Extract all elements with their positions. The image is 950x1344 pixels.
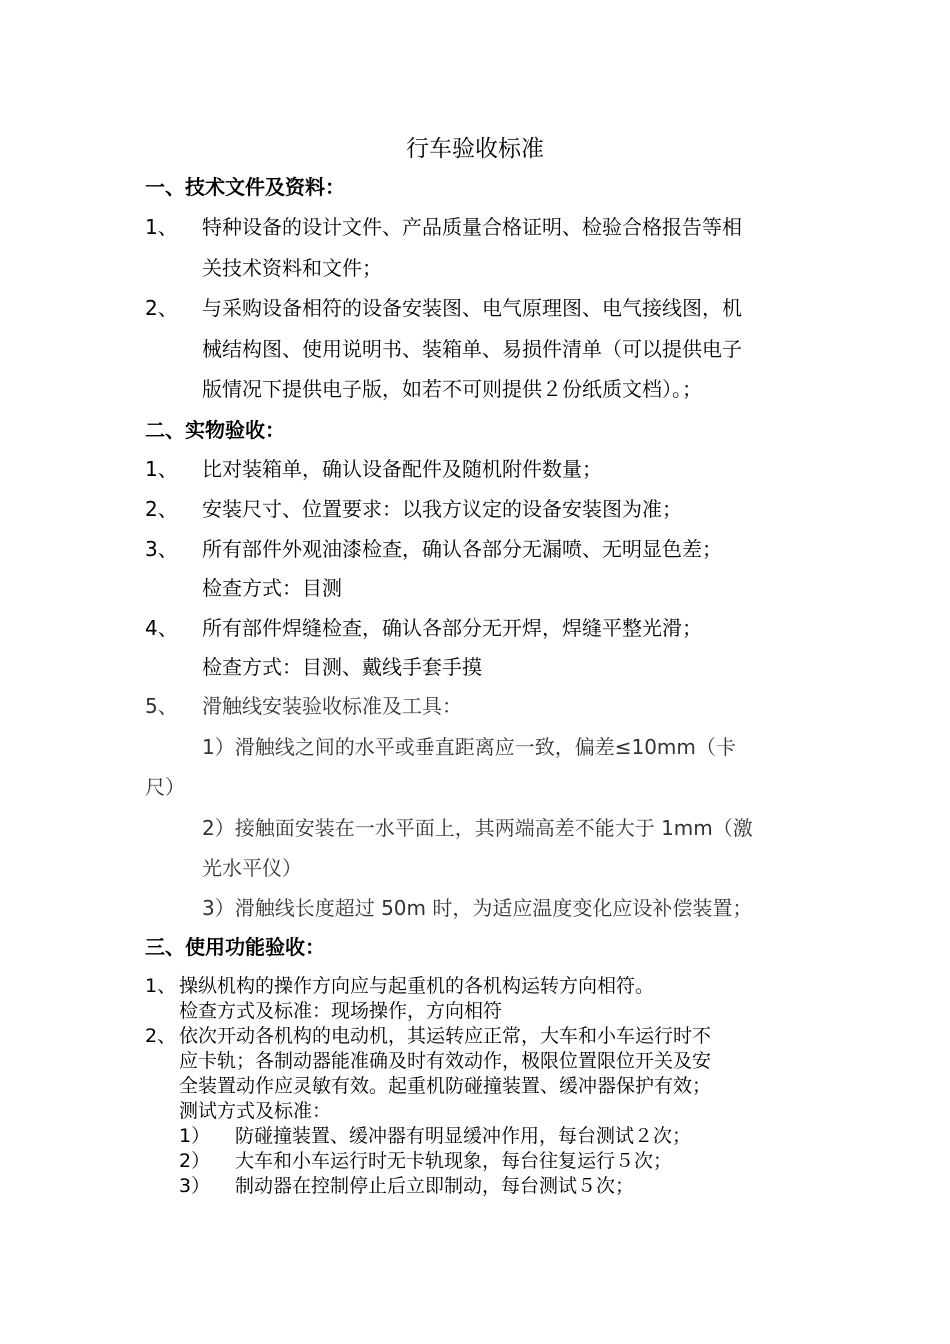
s2-sub-1-line-1: 1）滑触线之间的水平或垂直距离应一致，偏差≤10mm（卡 [202,735,736,759]
s2-item-3-line-2: 检查方式：目测 [202,576,342,600]
s2-item-2-number: 2、 [145,497,178,521]
s3-item-2-line-2: 应卡轨；各制动器能准确及时有效动作，极限位置限位开关及安 [179,1050,712,1072]
s2-item-5-number: 5、 [145,694,178,718]
s3-sub-2-number: 2） [179,1150,211,1172]
s1-item-2-line-2: 械结构图、使用说明书、装箱单、易损件清单（可以提供电子 [202,337,742,361]
s2-sub-3-line-1: 3）滑触线长度超过 50m 时，为适应温度变化应设补偿装置； [202,896,753,920]
section-1-heading: 一、技术文件及资料： [145,175,345,199]
s3-item-2-line-3: 全装置动作应灵敏有效。起重机防碰撞装置、缓冲器保护有效； [179,1075,712,1097]
s2-item-4-number: 4、 [145,616,178,640]
s2-sub-2-line-1: 2）接触面安装在一水平面上，其两端高差不能大于 1mm（激 [202,816,753,840]
s2-item-5-line-1: 滑触线安装验收标准及工具： [202,694,462,718]
section-2-heading: 二、实物验收： [145,418,285,442]
s1-item-2-line-3: 版情况下提供电子版，如若不可则提供２份纸质文档）。； [202,377,702,401]
s3-sub-3-number: 3） [179,1175,211,1197]
s2-item-1-line-1: 比对装箱单，确认设备配件及随机附件数量； [202,457,602,481]
s3-item-1-number: 1、 [145,975,177,997]
s2-item-1-number: 1、 [145,457,178,481]
section-3-heading: 三、使用功能验收： [145,935,325,959]
s3-item-1-line-2: 检查方式及标准：现场操作，方向相符 [179,1000,503,1022]
s2-sub-1-line-2: 尺） [145,775,185,799]
s3-item-1-line-1: 操纵机构的操作方向应与起重机的各机构运转方向相符。 [179,975,655,997]
s2-item-3-line-1: 所有部件外观油漆检查，确认各部分无漏喷、无明显色差； [202,537,722,561]
s2-item-4-line-2: 检查方式：目测、戴线手套手摸 [202,655,482,679]
s1-item-2-line-1: 与采购设备相符的设备安装图、电气原理图、电气接线图，机 [202,296,742,320]
s1-item-1-line-1: 特种设备的设计文件、产品质量合格证明、检验合格报告等相 [202,215,742,239]
s3-item-2-line-1: 依次开动各机构的电动机，其运转应正常，大车和小车运行时不 [179,1025,712,1047]
s2-sub-2-line-2: 光水平仪） [202,856,302,880]
s3-item-2-number: 2、 [145,1025,177,1047]
s3-sub-3-text: 制动器在控制停止后立即制动，每台测试５次； [235,1175,635,1197]
s2-item-4-line-1: 所有部件焊缝检查，确认各部分无开焊，焊缝平整光滑； [202,616,702,640]
s3-item-2-line-4: 测试方式及标准： [179,1100,332,1122]
s1-item-1-number: 1、 [145,215,178,239]
s2-item-3-number: 3、 [145,537,178,561]
s3-sub-1-number: 1） [179,1125,211,1147]
s3-sub-2-text: 大车和小车运行时无卡轨现象，每台往复运行５次； [235,1150,673,1172]
s1-item-2-number: 2、 [145,296,178,320]
document-title: 行车验收标准 [406,136,544,162]
s1-item-1-line-2: 关技术资料和文件； [202,256,382,280]
s2-item-2-line-1: 安装尺寸、位置要求：以我方议定的设备安装图为准； [202,497,682,521]
s3-sub-1-text: 防碰撞装置、缓冲器有明显缓冲作用，每台测试２次； [235,1125,692,1147]
